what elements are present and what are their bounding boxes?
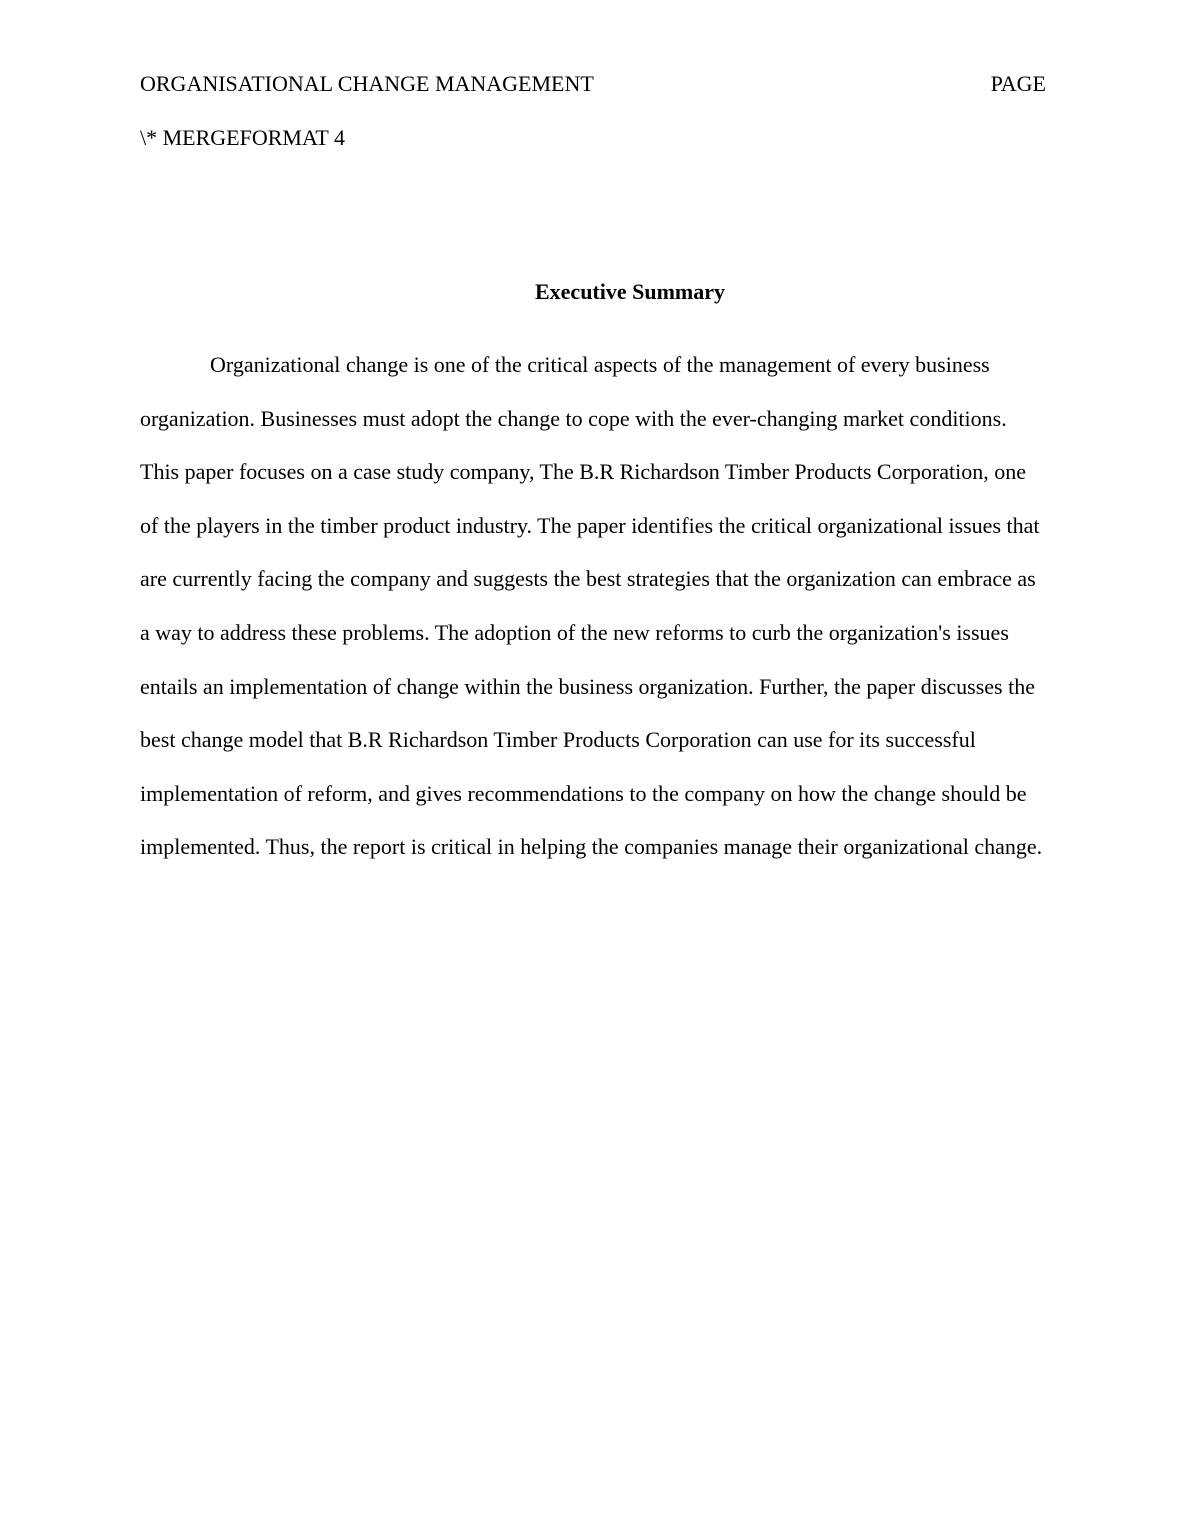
page-field-code: \* MERGEFORMAT 4 [140, 125, 345, 150]
running-head: ORGANISATIONAL CHANGE MANAGEMENT [140, 71, 594, 96]
section-title: Executive Summary [534, 279, 726, 304]
page-number-label: PAGE [990, 71, 1046, 96]
summary-paragraph: Organizational change is one of the critical aspects of the management of every business organization. Businesses must adopt the change to cope with the ever-changing market conditions. This paper focuses on a case study company, The B.R Richardson Timber Products Corporation, one of the players in the timber product industry. The paper identifies the critical organizational issues that are currently facing the company and suggests the best strategies that the organization can embrace as a way to address these problems. The adoption of the new reforms to curb the organization's issues entails an implementation of change within the business organization. Further, the paper discusses the best change model that B.R Richardson Timber Products Corporation can use for its successful implementation of reform, and gives recommendations to the company on how the change should be implemented. Thus, the report is critical in helping the companies manage their organizational change. [140, 352, 1043, 860]
